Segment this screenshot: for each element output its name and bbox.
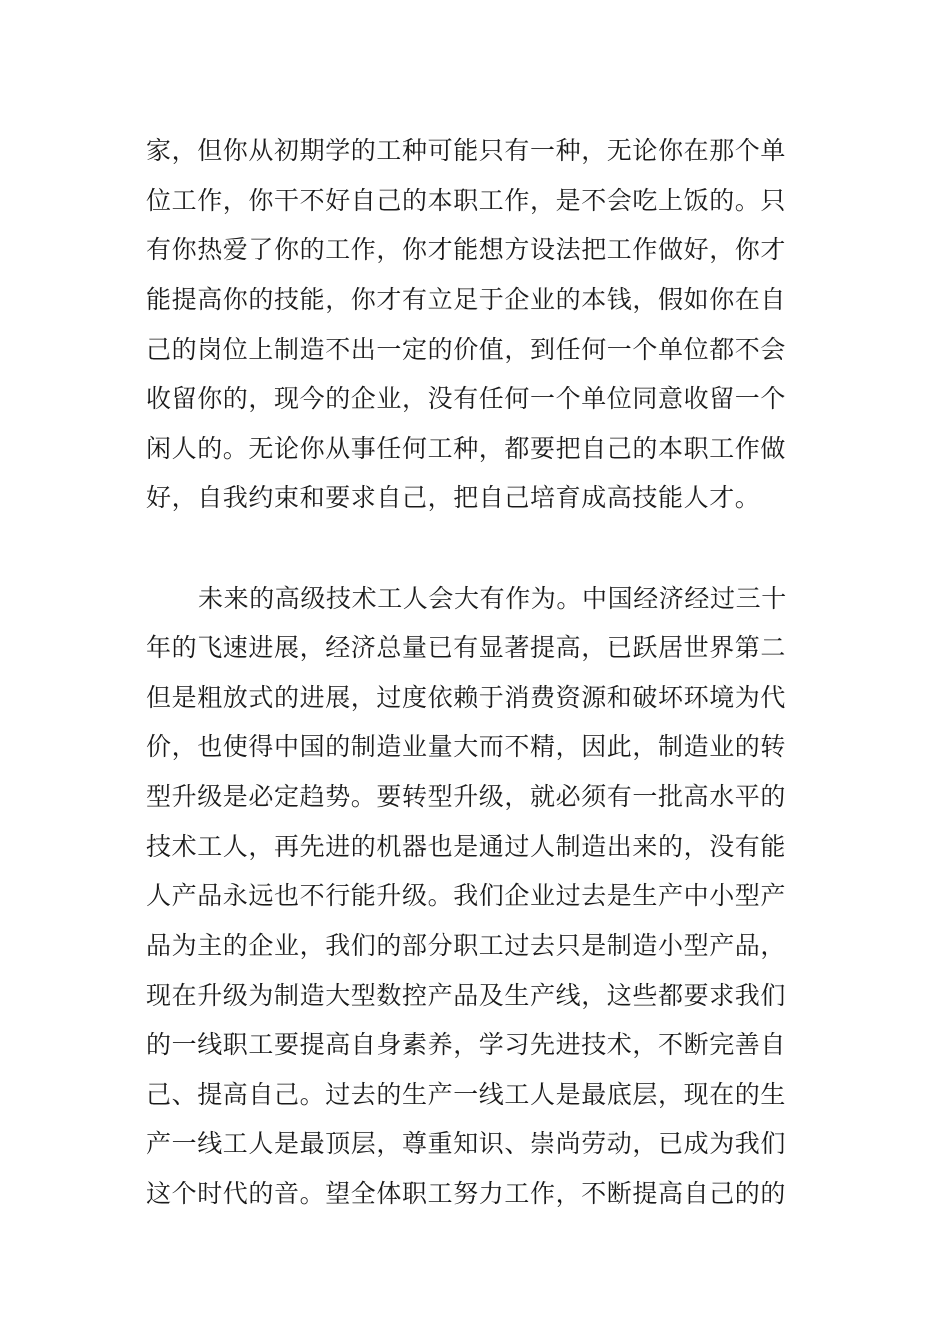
paragraph-2-line-10: 的一线职工要提高自身素养，学习先进技术，不断完善自 [146,1030,787,1059]
paragraph-2-line-11: 己、提高自己。过去的生产一线工人是最底层，现在的生 [146,1080,787,1109]
paragraph-2-line-3: 但是粗放式的进展，过度依赖于消费资源和破坏环境为代 [146,683,787,712]
paragraph-2-line-4: 价，也使得中国的制造业量大而不精，因此，制造业的转 [146,732,787,761]
paragraph-2-line-9: 现在升级为制造大型数控产品及生产线，这些都要求我们 [146,981,787,1010]
paragraph-1-line-8: 好，自我约束和要求自己，把自己培育成高技能人才。 [146,483,761,512]
paragraph-2-line-7: 人产品永远也不行能升级。我们企业过去是生产中小型产 [146,881,787,910]
paragraph-2-line-5: 型升级是必定趋势。要转型升级，就必须有一批高水平的 [146,782,787,811]
paragraph-1-line-1: 家，但你从初期学的工种可能只有一种，无论你在那个单 [146,136,787,165]
paragraph-1-line-7: 闲人的。无论你从事任何工种，都要把自己的本职工作做 [146,434,787,463]
paragraph-2-line-1: 未来的高级技术工人会大有作为。中国经济经过三十 [198,584,787,613]
paragraph-1-line-4: 能提高你的技能，你才有立足于企业的本钱，假如你在自 [146,285,787,314]
paragraph-2-line-2: 年的飞速进展，经济总量已有显著提高，已跃居世界第二 [146,633,787,662]
paragraph-1-line-3: 有你热爱了你的工作，你才能想方设法把工作做好，你才 [146,235,787,264]
paragraph-2-line-8: 品为主的企业，我们的部分职工过去只是制造小型产品， [146,931,787,960]
paragraph-1-line-6: 收留你的，现今的企业，没有任何一个单位同意收留一个 [146,384,787,413]
paragraph-2-line-12: 产一线工人是最顶层，尊重知识、崇尚劳动，已成为我们 [146,1129,787,1158]
paragraph-1-line-5: 己的岗位上制造不出一定的价值，到任何一个单位都不会 [146,335,787,364]
paragraph-2-line-6: 技术工人，再先进的机器也是通过人制造出来的，没有能 [146,832,787,861]
paragraph-2-line-13: 这个时代的音。望全体职工努力工作，不断提高自己的的 [146,1179,787,1208]
paragraph-1-line-2: 位工作，你干不好自己的本职工作，是不会吃上饭的。只 [146,186,787,215]
